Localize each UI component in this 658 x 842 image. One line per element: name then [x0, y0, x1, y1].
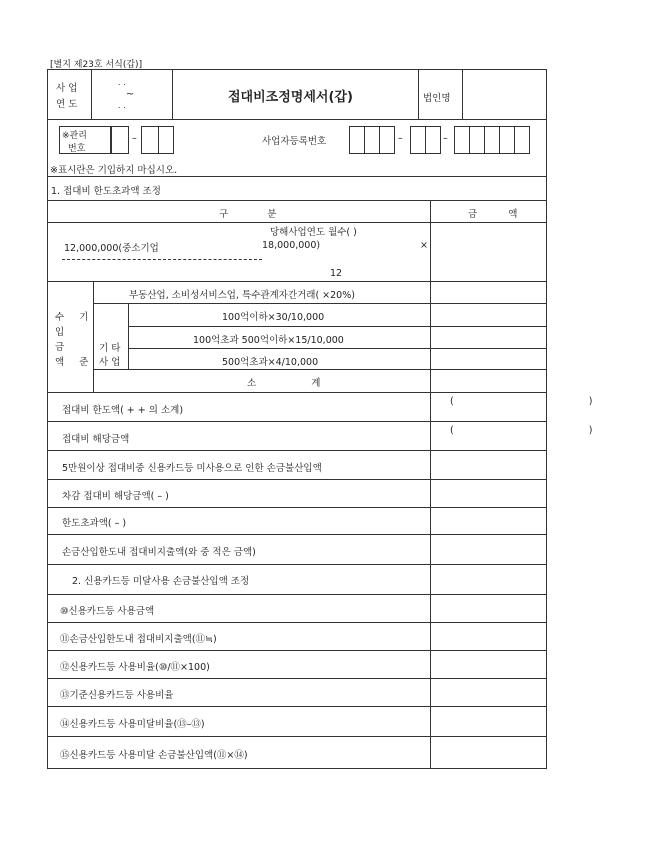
biz-reg-box-6[interactable]	[454, 126, 470, 154]
real-estate-row-label: 부동산업, 소비성서비스업, 특수관계자간거래( ×20%)	[129, 290, 355, 301]
amount-cell-limit[interactable]	[431, 393, 546, 420]
amount-cell-15[interactable]	[431, 737, 546, 768]
page-title: 접대비조정명세서(갑)	[228, 90, 353, 105]
year-label-line2: 연 도	[56, 99, 78, 110]
revenue-label-4: 액 준	[55, 357, 95, 368]
amount-cell-excess[interactable]	[431, 508, 546, 533]
mgmt-number-label: ※관리	[62, 131, 87, 141]
year-label-line1: 사 업	[56, 83, 78, 94]
biz-reg-box-8[interactable]	[484, 126, 500, 154]
amount-cell-formula[interactable]	[431, 223, 546, 280]
mgmt-number-label-2: 번호	[68, 144, 86, 154]
biz-reg-box-5[interactable]	[425, 126, 441, 154]
excess-row-label: 한도초과액( – )	[62, 518, 127, 529]
biz-reg-box-1[interactable]	[349, 126, 365, 154]
amount-cell-deductible[interactable]	[431, 535, 546, 563]
revenue-label-1: 수 기	[55, 312, 95, 323]
amount-cell-applicable[interactable]	[431, 422, 546, 449]
revenue-label-3: 금	[55, 342, 65, 353]
tier1-label: 100억이하×30/10,000	[222, 312, 325, 323]
formula-right: 18,000,000)	[262, 240, 321, 251]
formula-times: ×	[420, 240, 428, 251]
other-biz-label-2: 사 업	[99, 357, 121, 368]
biz-reg-dash-2: –	[443, 133, 448, 144]
other-biz-label-1: 기 타	[99, 343, 121, 354]
section2-title: 2. 신용카드등 미달사용 손금불산입액 조정	[72, 576, 250, 587]
year-from-dots: . .	[118, 78, 126, 87]
tier2-label: 100억초과 500억이하×15/10,000	[193, 335, 344, 346]
formula-left: 12,000,000(중소기업	[64, 243, 159, 254]
section2-row-11: ⑪손금산입한도내 접대비지출액(⑪≒)	[60, 634, 217, 645]
limit-paren: ( )	[450, 396, 658, 407]
nonuse-row-label: 5만원이상 접대비중 신용카드등 미사용으로 인한 손금불산입액	[62, 463, 322, 474]
formula-denominator: 12	[330, 268, 343, 279]
year-to-dots: . .	[118, 101, 126, 110]
amount-cell-tier1[interactable]	[431, 304, 546, 325]
formula-months: 당해사업연도 월수( )	[270, 227, 357, 238]
subtotal-label: 소 계	[247, 378, 347, 389]
limit-row-label: 접대비 한도액( + + 의 소계)	[62, 405, 184, 416]
amount-cell-nonuse[interactable]	[431, 451, 546, 478]
amount-cell-net[interactable]	[431, 480, 546, 506]
net-row-label: 차감 접대비 해당금액( – )	[62, 491, 169, 502]
biz-reg-box-3[interactable]	[379, 126, 395, 154]
biz-reg-box-2[interactable]	[364, 126, 380, 154]
section2-row-13: ⑬기준신용카드등 사용비율	[60, 690, 174, 701]
biz-reg-box-9[interactable]	[499, 126, 515, 154]
corp-name-label: 법인명	[423, 93, 451, 104]
biz-reg-box-10[interactable]	[514, 126, 530, 154]
amount-cell-tier2[interactable]	[431, 327, 546, 347]
form-number-label: [별지 제23호 서식(갑)]	[50, 60, 143, 70]
section2-row-15: ⑮신용카드등 사용미달 손금불산입액(⑪×⑭)	[60, 750, 248, 761]
tier3-label: 500억초과×4/10,000	[222, 357, 319, 368]
amount-cell-subtotal[interactable]	[431, 370, 546, 391]
section2-row-10: ⑩신용카드등 사용금액	[60, 606, 155, 617]
notice-text: ※표시란은 기입하지 마십시오.	[50, 165, 178, 176]
biz-reg-box-7[interactable]	[469, 126, 485, 154]
applicable-paren: ( )	[450, 425, 658, 436]
deductible-row-label: 손금산입한도내 접대비지출액(와 중 적은 금액)	[62, 547, 256, 558]
revenue-label-2: 입	[55, 327, 65, 338]
corp-name-field[interactable]	[463, 70, 546, 118]
biz-reg-dash-1: –	[398, 133, 403, 144]
amount-cell-13[interactable]	[431, 679, 546, 705]
section1-title: 1. 접대비 한도초과액 조정	[51, 186, 161, 197]
col-header-gubun: 구 분	[219, 209, 295, 220]
mgmt-number-box-1[interactable]	[111, 126, 129, 154]
amount-cell-tier3[interactable]	[431, 349, 546, 368]
biz-reg-box-4[interactable]	[410, 126, 426, 154]
biz-reg-label: 사업자등록번호	[262, 136, 327, 147]
mgmt-number-dash: –	[132, 133, 137, 144]
amount-cell-real-estate[interactable]	[431, 282, 546, 302]
amount-cell-10[interactable]	[431, 595, 546, 621]
applicable-row-label: 접대비 해당금액	[62, 434, 130, 445]
col-header-amount: 금 액	[468, 209, 532, 220]
mgmt-number-box-3[interactable]	[158, 126, 174, 154]
formula-fraction-line	[62, 259, 262, 260]
mgmt-number-box-2[interactable]	[141, 126, 159, 154]
section2-row-14: ⑭신용카드등 사용미달비율(⑬–⑬)	[60, 719, 205, 730]
amount-cell-12[interactable]	[431, 651, 546, 677]
amount-cell-14[interactable]	[431, 707, 546, 735]
amount-cell-11[interactable]	[431, 623, 546, 649]
section2-row-12: ⑫신용카드등 사용비율(⑩/⑪×100)	[60, 662, 210, 673]
year-tilde: ~	[126, 89, 134, 100]
